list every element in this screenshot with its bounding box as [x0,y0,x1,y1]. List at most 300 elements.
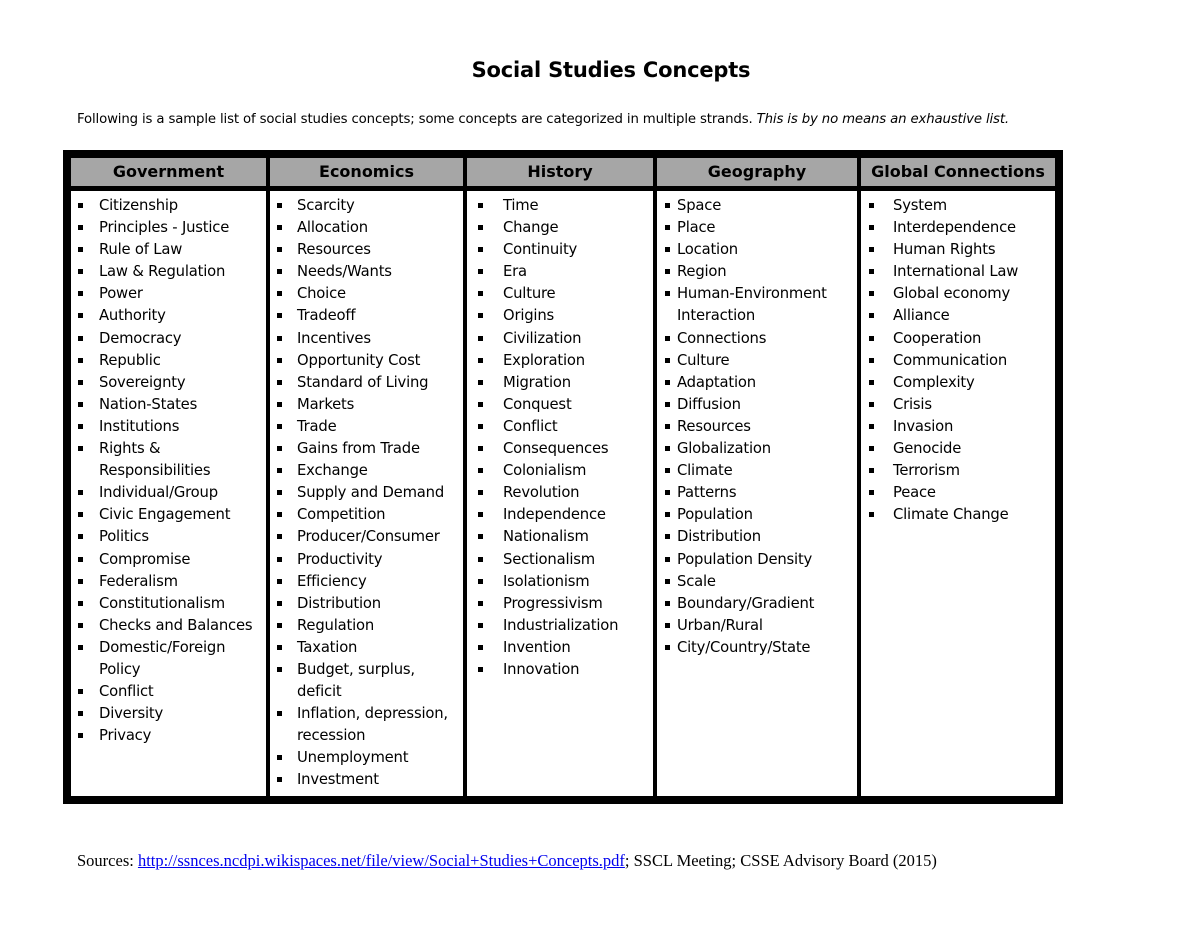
list-item [657,394,857,416]
list-item [467,239,653,261]
list-item [270,482,463,504]
bullet-icon [277,534,282,539]
list-item-label: Conquest [503,395,572,413]
bullet-icon [78,269,83,274]
list-item-label: Rule of Law [99,241,183,259]
bullet-icon [665,424,670,429]
page-title: Social Studies Concepts [471,58,751,82]
bullet-icon [665,225,670,230]
list-item [270,659,463,681]
list-item-label: Time [503,197,539,214]
list-item [657,526,857,548]
list-item [270,747,463,769]
list-item [467,659,653,681]
sources-link[interactable]: http://ssnces.ncdpi.wikispaces.net/file/view/Social+Studies+Concepts.pdf [137,851,625,870]
list-item-label: Scale [677,572,716,590]
bullet-icon [78,446,83,451]
list-item-label: Innovation [503,660,580,678]
bullet-icon [277,225,282,230]
list-item-label: Conflict [99,683,154,701]
list-item [71,681,266,703]
list-item-label: Trade [297,417,337,435]
list-item-label: Responsibilities [99,462,211,480]
list-item [467,328,653,350]
list-item-label: Republic [99,351,161,369]
list-item [467,261,653,283]
list-item [861,438,1055,460]
list-item-label: Taxation [297,638,358,656]
list-item-label: Human-Environment [677,285,827,303]
list-item-label: Colonialism [503,462,587,480]
bullet-icon [478,601,483,606]
bullet-icon [478,667,483,672]
list-item [657,261,857,283]
column-global-connections [861,150,1055,804]
list-item [270,283,463,305]
list-item [467,438,653,460]
list-item [861,350,1055,372]
list-item [71,571,266,593]
bullet-icon [478,247,483,252]
list-item-label: Terrorism [893,462,960,480]
list-item-label: Conflict [503,417,558,435]
bullet-icon [869,336,874,341]
bullet-icon [277,269,282,274]
list-item-label: Interaction [677,307,756,325]
bullet-icon [277,667,282,672]
list-item-label: Space [677,197,722,214]
list-item [270,261,463,283]
list-item-label: Globalization [677,440,771,458]
bullet-icon [78,645,83,650]
list-item-label: Consequences [503,440,609,458]
bullet-icon [277,358,282,363]
list-item [657,217,857,239]
bullet-icon [78,380,83,385]
list-item-label: Inflation, depression, [297,705,448,723]
list-item [71,394,266,416]
list-item-label: Tradeoff [297,307,356,325]
list-item [270,703,463,725]
list-item [657,637,857,659]
list-item-label: Global economy [893,285,1010,303]
list-item [71,637,266,659]
list-item-label: Authority [99,307,166,325]
bullet-icon [78,424,83,429]
list-item-label: Exploration [503,351,585,369]
list-item-label: Civilization [503,329,582,347]
bullet-icon [78,512,83,517]
column-heading: Government [71,158,266,186]
list-item-label: Population [677,506,753,524]
list-item [467,460,653,482]
list-item [861,195,1055,217]
list-item-label: Population Density [677,550,813,568]
list-item-label: System [893,197,947,214]
list-item-label: Sovereignty [99,373,186,391]
bullet-icon [869,225,874,230]
list-item-label: Progressivism [503,594,603,612]
bullet-icon [665,534,670,539]
list-item [467,637,653,659]
bullet-icon [277,579,282,584]
list-item [270,549,463,571]
list-item [270,460,463,482]
list-item [270,681,463,703]
list-item-label: Revolution [503,484,580,502]
bullet-icon [869,203,874,208]
list-item [467,217,653,239]
bullet-icon [869,402,874,407]
column-geography [657,150,857,804]
list-item-label: Distribution [297,594,381,612]
list-item [467,615,653,637]
bullet-icon [78,711,83,716]
bullet-icon [277,557,282,562]
list-item-label: Era [503,263,527,281]
bullet-icon [869,313,874,318]
list-item-label: Crisis [893,395,932,413]
list-item [71,328,266,350]
list-item-label: Cooperation [893,329,982,347]
bullet-icon [665,358,670,363]
list-item-label: Complexity [893,373,975,391]
list-item-label: Resources [677,417,751,435]
list-item [657,615,857,637]
list-item-label: Nationalism [503,528,589,546]
column-body [657,191,857,796]
bullet-icon [478,645,483,650]
list-item [657,593,857,615]
list-item [71,283,266,305]
list-item-label: Nation-States [99,395,198,413]
list-item [657,571,857,593]
bullet-icon [277,711,282,716]
bullet-icon [665,468,670,473]
bullet-icon [869,247,874,252]
list-item-label: Genocide [893,440,962,458]
column-heading: Global Connections [861,158,1055,186]
list-item-label: Migration [503,373,571,391]
list-item [657,416,857,438]
bullet-icon [277,601,282,606]
bullet-icon [478,358,483,363]
list-item-label: Gains from Trade [297,440,420,458]
list-item-label: Investment [297,771,379,789]
list-item-label: Checks and Balances [99,616,253,634]
list-item-label: International Law [893,263,1019,281]
column-heading: Economics [270,158,463,186]
list-item-label: Efficiency [297,572,367,590]
sources-suffix: ; SSCL Meeting; CSSE Advisory Board (2015) [624,851,937,870]
list-item [861,394,1055,416]
list-item [71,416,266,438]
intro-plain: Following is a sample list of social studies concepts; some concepts are categorized in multiple strands. [77,112,757,127]
bullet-icon [665,623,670,628]
list-item [270,239,463,261]
list-item [467,283,653,305]
bullet-icon [277,380,282,385]
list-item [71,460,266,482]
bullet-icon [478,380,483,385]
bullet-icon [665,203,670,208]
bullet-icon [78,490,83,495]
list-item-label: Region [677,263,727,281]
list-item [467,416,653,438]
bullet-icon [869,468,874,473]
bullet-icon [277,468,282,473]
list-item-label: Location [677,241,738,259]
list-item [71,305,266,327]
list-item [270,637,463,659]
bullet-icon [78,623,83,628]
list-item-label: Allocation [297,219,368,237]
bullet-icon [869,424,874,429]
list-item-label: Principles - Justice [99,219,230,237]
list-item-label: Climate Change [893,506,1009,524]
list-item [467,593,653,615]
list-item [467,571,653,593]
list-item-label: Federalism [99,572,178,590]
list-item-label: Producer/Consumer [297,528,440,546]
bullet-icon [78,534,83,539]
sources-prefix: Sources: [77,851,138,870]
list-item [861,305,1055,327]
bullet-icon [478,291,483,296]
bullet-icon [665,336,670,341]
list-item-label: Needs/Wants [297,263,392,281]
list-item [270,394,463,416]
column-body [71,191,266,796]
bullet-icon [665,446,670,451]
list-item [71,615,266,637]
bullet-icon [78,358,83,363]
list-item [861,372,1055,394]
bullet-icon [78,203,83,208]
bullet-icon [78,579,83,584]
bullet-icon [478,468,483,473]
bullet-icon [277,645,282,650]
intro-text [77,112,1117,127]
list-item-label: City/Country/State [677,638,811,656]
list-item-label: Patterns [677,484,737,502]
bullet-icon [478,424,483,429]
bullet-icon [78,689,83,694]
list-item [467,350,653,372]
bullet-icon [869,490,874,495]
list-item-label: Urban/Rural [677,616,763,634]
list-item-label: Power [99,285,143,303]
list-item-label: Diversity [99,705,164,723]
list-item [467,372,653,394]
list-item [861,504,1055,526]
list-item-label: Constitutionalism [99,594,225,612]
list-item [861,239,1055,261]
list-item [657,239,857,261]
list-item [467,526,653,548]
list-item-label: Boundary/Gradient [677,594,815,612]
list-item [71,239,266,261]
list-item-label: Communication [893,351,1008,369]
bullet-icon [665,402,670,407]
bullet-icon [665,380,670,385]
bullet-icon [869,291,874,296]
bullet-icon [665,645,670,650]
list-item-label: recession [297,727,366,745]
list-item-label: Productivity [297,550,383,568]
bullet-icon [665,579,670,584]
list-item-label: Adaptation [677,373,756,391]
list-item [467,482,653,504]
list-item-label: Compromise [99,550,191,568]
column-economics [270,150,463,804]
list-item-label: Climate [677,462,733,480]
bullet-icon [78,557,83,562]
list-item [861,460,1055,482]
list-item [861,217,1055,239]
list-item [71,438,266,460]
intro-italic: This is by no means an exhaustive list. [756,112,1009,127]
bullet-icon [277,755,282,760]
list-item-label: Invasion [893,417,954,435]
list-item-label: Supply and Demand [297,484,445,502]
list-item-label: Competition [297,506,386,524]
list-item-label: Exchange [297,462,368,480]
column-body [270,191,463,796]
list-item [861,482,1055,504]
list-item [71,350,266,372]
bullet-icon [78,601,83,606]
list-item [270,416,463,438]
list-item-label: Rights & [99,440,161,458]
bullet-icon [277,291,282,296]
list-item [270,372,463,394]
bullet-icon [869,380,874,385]
bullet-icon [478,579,483,584]
sources-line [77,851,937,871]
list-item [270,217,463,239]
bullet-icon [478,336,483,341]
list-item [71,659,266,681]
list-item-label: Human Rights [893,241,996,259]
list-item [861,261,1055,283]
bullet-icon [78,402,83,407]
list-item [861,328,1055,350]
list-item-label: Domestic/Foreign [99,638,226,656]
bullet-icon [78,291,83,296]
list-item-label: Alliance [893,307,950,325]
bullet-icon [665,512,670,517]
bullet-icon [869,269,874,274]
list-item [71,725,266,747]
list-item-label: Opportunity Cost [297,351,421,369]
list-item [270,769,463,791]
list-item [71,372,266,394]
list-item-label: Origins [503,307,555,325]
list-item-label: Individual/Group [99,484,218,502]
list-item [71,195,266,217]
list-item-label: Resources [297,241,371,259]
list-item [71,261,266,283]
bullet-icon [665,269,670,274]
list-item [71,482,266,504]
list-item-label: Industrialization [503,616,619,634]
bullet-icon [665,557,670,562]
bullet-icon [665,601,670,606]
list-item-label: Citizenship [99,197,178,214]
list-item [71,217,266,239]
list-item [657,549,857,571]
list-item-label: Independence [503,506,606,524]
column-heading: History [467,158,653,186]
list-item [657,305,857,327]
bullet-icon [78,313,83,318]
list-item-label: Culture [503,285,556,303]
bullet-icon [78,225,83,230]
list-item [467,549,653,571]
list-item [657,195,857,217]
concepts-table [63,150,1063,804]
list-item-label: Unemployment [297,749,409,767]
list-item-label: Incentives [297,329,371,347]
list-item-label: Culture [677,351,730,369]
list-item [270,328,463,350]
list-item [270,725,463,747]
list-item [270,305,463,327]
bullet-icon [478,225,483,230]
list-item-label: Continuity [503,241,578,259]
bullet-icon [478,557,483,562]
list-item [657,438,857,460]
list-item-label: Markets [297,395,355,413]
bullet-icon [277,446,282,451]
bullet-icon [277,777,282,782]
list-item-label: Distribution [677,528,761,546]
list-item-label: Civic Engagement [99,506,231,524]
list-item [270,615,463,637]
list-item-label: Change [503,219,559,237]
list-item [71,593,266,615]
column-history [467,150,653,804]
list-item [270,504,463,526]
list-item-label: Invention [503,638,571,656]
bullet-icon [478,446,483,451]
bullet-icon [277,424,282,429]
column-body [467,191,653,796]
bullet-icon [478,534,483,539]
column-heading: Geography [657,158,857,186]
list-item-label: Institutions [99,417,180,435]
list-item [467,305,653,327]
list-item-label: Sectionalism [503,550,595,568]
bullet-icon [277,203,282,208]
bullet-icon [277,512,282,517]
list-item-label: Law & Regulation [99,263,226,281]
list-item-label: Connections [677,329,767,347]
bullet-icon [478,203,483,208]
bullet-icon [478,402,483,407]
list-item [657,283,857,305]
list-item [657,482,857,504]
list-item-label: deficit [297,683,342,701]
list-item [270,593,463,615]
list-item-label: Democracy [99,329,182,347]
list-item [657,328,857,350]
list-item [657,372,857,394]
bullet-icon [869,446,874,451]
list-item-label: Diffusion [677,395,741,413]
bullet-icon [665,490,670,495]
